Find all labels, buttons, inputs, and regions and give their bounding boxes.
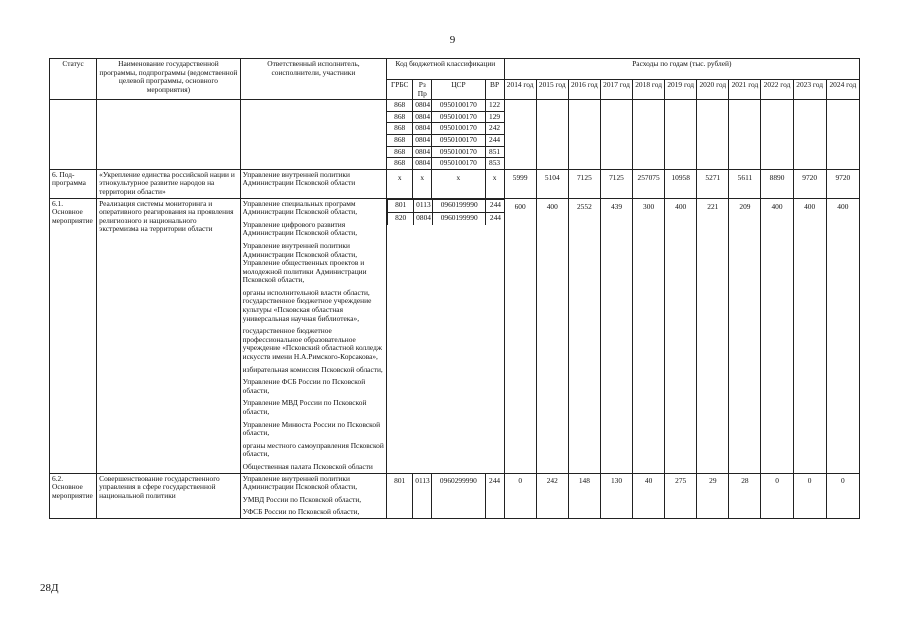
executor-cell	[240, 198, 387, 473]
budget-codes-subtable	[387, 199, 505, 225]
value-cell: 148	[568, 473, 600, 518]
value-cell: 7125	[600, 169, 632, 198]
value-cell: 600	[504, 198, 536, 473]
value-cell: 439	[600, 198, 632, 473]
rzpr-cell: 0804	[413, 123, 432, 135]
vr-cell: 853	[485, 158, 504, 170]
rzpr-cell: 0113	[414, 199, 433, 212]
status-cell: 6.1. Основное мероприятие	[50, 198, 97, 473]
header-grbs: ГРБС	[387, 80, 413, 100]
grbs-cell: 801	[387, 473, 413, 518]
csr-cell: 0950100170	[432, 146, 485, 158]
executor-entry: Управление внутренней политики Администрации Псковской области,	[242, 473, 358, 492]
grbs-cell: 868	[387, 134, 413, 146]
executor-cell: Управление внутренней политики Администрации Псковской области	[240, 169, 387, 198]
header-executor: Ответственный исполнитель, соисполнители, участники	[240, 59, 387, 100]
value-cell: 400	[536, 198, 568, 473]
header-year: 2015 год	[536, 80, 568, 100]
value-cell: 5104	[536, 169, 568, 198]
csr-cell: 0950100170	[432, 158, 485, 170]
header-expenses: Расходы по годам (тыс. рублей)	[504, 59, 859, 80]
value-cell: 275	[665, 473, 697, 518]
executor-entry: УФСБ России по Псковской области,	[242, 507, 360, 517]
header-vr: ВР	[485, 80, 504, 100]
value-cell: 0	[761, 473, 793, 518]
executor-entry: Управление внутренней политики Администрации Псковской области, Управление общественных проектов и молодежной политики Администрации Псковской области,	[242, 240, 367, 285]
value-cell: 400	[793, 198, 826, 473]
csr-cell: x	[432, 169, 485, 198]
value-cell: 400	[826, 198, 859, 473]
grbs-cell: 868	[387, 111, 413, 123]
value-cell: 5999	[504, 169, 536, 198]
header-year: 2016 год	[568, 80, 600, 100]
executor-entry: государственное бюджетное профессиональное образовательное учреждение «Псковский областной колледж искусств имени Н.А.Римского-Корсакова»,	[242, 326, 382, 362]
executor-entry: Управление МВД России по Псковской области,	[242, 398, 367, 416]
code-row	[388, 212, 505, 225]
value-cell: 10958	[665, 169, 697, 198]
table-row-activity-6-2	[50, 473, 860, 518]
rzpr-cell: 0804	[413, 134, 432, 146]
csr-cell: 0960199990	[433, 199, 486, 212]
vr-cell: 242	[485, 123, 504, 135]
header-year: 2022 год	[761, 80, 793, 100]
value-cell: 40	[633, 473, 665, 518]
grbs-cell: 868	[387, 146, 413, 158]
value-cell: 9720	[793, 169, 826, 198]
header-budget-code: Код бюджетной классификации	[387, 59, 504, 80]
grbs-cell: 868	[387, 158, 413, 170]
name-cell: Совершенствование государственного управления в сфере государственной национальной политики	[97, 473, 241, 518]
header-year: 2017 год	[600, 80, 632, 100]
csr-cell: 0960299990	[432, 473, 485, 518]
executor-entry: органы исполнительной власти области, государственное бюджетное учреждение культуры «Псковская областная универсальная научная библиотека»,	[242, 287, 372, 323]
vr-cell: 129	[485, 111, 504, 123]
footer-code: 28Д	[40, 582, 59, 594]
executor-entry: Управление специальных программ Администрации Псковской области,	[242, 198, 358, 217]
csr-cell: 0950100170	[432, 123, 485, 135]
executor-cell	[240, 473, 387, 518]
table-row-subprogram-6	[50, 169, 860, 198]
header-csr: ЦСР	[432, 80, 485, 100]
value-cell: 8890	[761, 169, 793, 198]
executor-entry: УМВД России по Псковской области,	[242, 494, 362, 504]
header-year: 2020 год	[697, 80, 729, 100]
vr-cell: 244	[486, 199, 505, 212]
vr-cell: 244	[485, 473, 504, 518]
rzpr-cell: 0113	[413, 473, 432, 518]
value-cell: 29	[697, 473, 729, 518]
csr-cell: 0950100170	[432, 134, 485, 146]
vr-cell: x	[485, 169, 504, 198]
value-cell: 400	[665, 198, 697, 473]
value-cell: 9720	[826, 169, 859, 198]
executor-entry: Управление Минюста России по Псковской области,	[242, 419, 381, 438]
executor-entry: Управление ФСБ России по Псковской области,	[242, 377, 366, 395]
rzpr-cell: 0804	[413, 111, 432, 123]
value-cell: 300	[633, 198, 665, 473]
csr-cell: 0950100170	[432, 111, 485, 123]
header-year: 2021 год	[729, 80, 761, 100]
expenses-table	[49, 58, 860, 519]
grbs-cell: x	[387, 169, 413, 198]
budget-codes-cell	[387, 198, 504, 473]
header-year: 2023 год	[793, 80, 826, 100]
rzpr-cell: 0804	[414, 212, 433, 225]
rzpr-cell: 0804	[413, 100, 432, 112]
table-row	[50, 100, 860, 112]
header-year: 2024 год	[826, 80, 859, 100]
rzpr-cell: x	[413, 169, 432, 198]
value-cell: 28	[729, 473, 761, 518]
header-name: Наименование государственной программы, подпрограммы (ведомственной целевой программы, основного мероприятия)	[97, 59, 241, 100]
value-cell: 242	[536, 473, 568, 518]
page-number: 9	[449, 34, 456, 46]
grbs-cell: 801	[388, 199, 414, 212]
header-year: 2018 год	[633, 80, 665, 100]
value-cell: 257075	[633, 169, 665, 198]
header-status: Статус	[50, 59, 97, 100]
value-cell: 5611	[729, 169, 761, 198]
name-cell: «Укрепление единства российской нации и этнокультурное развитие народов на территории области»	[97, 169, 241, 198]
grbs-cell: 868	[387, 100, 413, 112]
code-row	[388, 199, 505, 212]
rzpr-cell: 0804	[413, 146, 432, 158]
executor-entry: органы местного самоуправления Псковской области,	[242, 440, 384, 459]
header-row-1	[50, 59, 860, 80]
grbs-cell: 820	[388, 212, 414, 225]
grbs-cell: 868	[387, 123, 413, 135]
table-row-activity-6-1	[50, 198, 860, 473]
rzpr-cell: 0804	[413, 158, 432, 170]
value-cell: 0	[504, 473, 536, 518]
value-cell: 2552	[568, 198, 600, 473]
vr-cell: 122	[485, 100, 504, 112]
value-cell: 0	[793, 473, 826, 518]
csr-cell: 0950100170	[432, 100, 485, 112]
name-cell: Реализация системы мониторинга и оперативного реагирования на проявления религиозного и национального экстремизма на территории области	[97, 198, 241, 473]
executor-entry: Управление цифрового развития Администрации Псковской области,	[242, 219, 358, 238]
header-year: 2019 год	[665, 80, 697, 100]
value-cell: 209	[729, 198, 761, 473]
header-year: 2014 год	[504, 80, 536, 100]
value-cell: 221	[697, 198, 729, 473]
status-cell: 6.2. Основное мероприятие	[50, 473, 97, 518]
value-cell: 0	[826, 473, 859, 518]
csr-cell: 0960199990	[433, 212, 486, 225]
value-cell: 130	[600, 473, 632, 518]
vr-cell: 851	[485, 146, 504, 158]
header-rzpr: Рз Пр	[413, 80, 432, 100]
vr-cell: 244	[485, 134, 504, 146]
value-cell: 5271	[697, 169, 729, 198]
value-cell: 400	[761, 198, 793, 473]
value-cell: 7125	[568, 169, 600, 198]
vr-cell: 244	[486, 212, 505, 225]
status-cell: 6. Под-программа	[50, 169, 97, 198]
executor-entry: Общественная палата Псковской области	[242, 461, 373, 471]
executor-entry: избирательная комиссия Псковской области,	[242, 364, 383, 374]
